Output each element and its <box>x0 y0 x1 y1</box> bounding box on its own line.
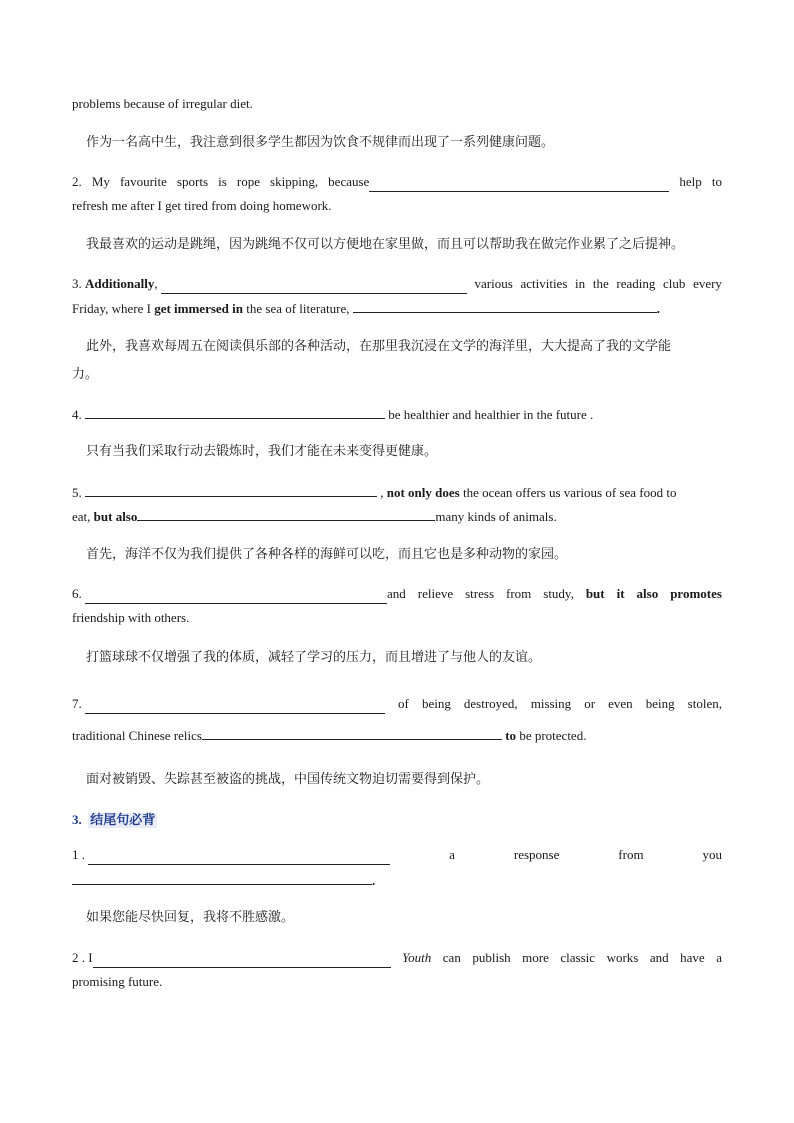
answer-blank[interactable] <box>369 177 669 192</box>
exercise-line-6: 6. and relieve stress from study, but it also promotes <box>72 584 722 604</box>
exercise-line-5: 5. , not only does the ocean offers us various of sea food to <box>72 482 722 502</box>
answer-blank[interactable] <box>85 404 385 419</box>
chinese-translation: 我最喜欢的运动是跳绳，因为跳绳不仅可以方便地在家里做，而且可以帮助我在做完作业累了之后提神。 <box>86 237 685 252</box>
answer-blank[interactable] <box>72 870 372 885</box>
answer-blank[interactable] <box>85 482 377 497</box>
answer-blank[interactable] <box>202 725 502 740</box>
exercise-line-2: 2. My favourite sports is rope skipping, because help to <box>72 172 722 192</box>
exercise-line-4: 4. be healthier and healthier in the future . <box>72 404 722 424</box>
section-heading: 3. 结尾句必背 <box>72 812 156 828</box>
answer-blank[interactable] <box>88 850 390 865</box>
ending-line-2: 2 . I Youth can publish more classic works and have a <box>72 948 722 968</box>
exercise-line-7: 7. of being destroyed, missing or even being stolen, <box>72 694 722 714</box>
answer-blank[interactable] <box>353 298 657 313</box>
text-line: promising future. <box>72 974 163 989</box>
text-line: refresh me after I get tired from doing homework. <box>72 198 332 213</box>
chinese-translation: 面对被销毁、失踪甚至被盗的挑战，中国传统文物迫切需要得到保护。 <box>86 772 490 787</box>
text-line <box>72 94 722 114</box>
chinese-translation: 只有当我们采取行动去锻炼时，我们才能在未来变得更健康。 <box>86 444 438 459</box>
text-line: friendship with others. <box>72 610 190 625</box>
chinese-translation: 打篮球球不仅增强了我的体质，减轻了学习的压力，而且增进了与他人的友谊。 <box>86 650 542 665</box>
answer-blank[interactable] <box>93 953 391 968</box>
answer-blank[interactable] <box>137 506 435 521</box>
ending-line-1: 1 . a response from you <box>72 845 722 865</box>
chinese-translation: 作为一名高中生，我注意到很多学生都因为饮食不规律而出现了一系列健康问题。 <box>86 135 555 150</box>
text-line: . <box>72 870 722 890</box>
answer-blank[interactable] <box>85 589 387 604</box>
chinese-translation: 如果您能尽快回复，我将不胜感激。 <box>86 910 295 925</box>
answer-blank[interactable] <box>161 279 467 294</box>
chinese-translation: 首先，海洋不仅为我们提供了各种各样的海鲜可以吃，而且它也是多种动物的家园。 <box>86 547 568 562</box>
sentence-text: problems because of irregular diet. <box>72 96 253 111</box>
text-line: traditional Chinese relics to be protected. <box>72 725 722 745</box>
chinese-translation: 此外，我喜欢每周五在阅读俱乐部的各种活动，在那里我沉浸在文学的海洋里，大大提高了我的文学能 <box>86 339 672 354</box>
text-line: eat, but also many kinds of animals. <box>72 506 722 526</box>
text-line: Friday, where I get immersed in the sea of literature, . <box>72 298 722 318</box>
chinese-translation: 力。 <box>72 367 99 382</box>
exercise-line-3: 3. Additionally , various activities in the reading club every <box>72 274 722 294</box>
answer-blank[interactable] <box>85 699 385 714</box>
